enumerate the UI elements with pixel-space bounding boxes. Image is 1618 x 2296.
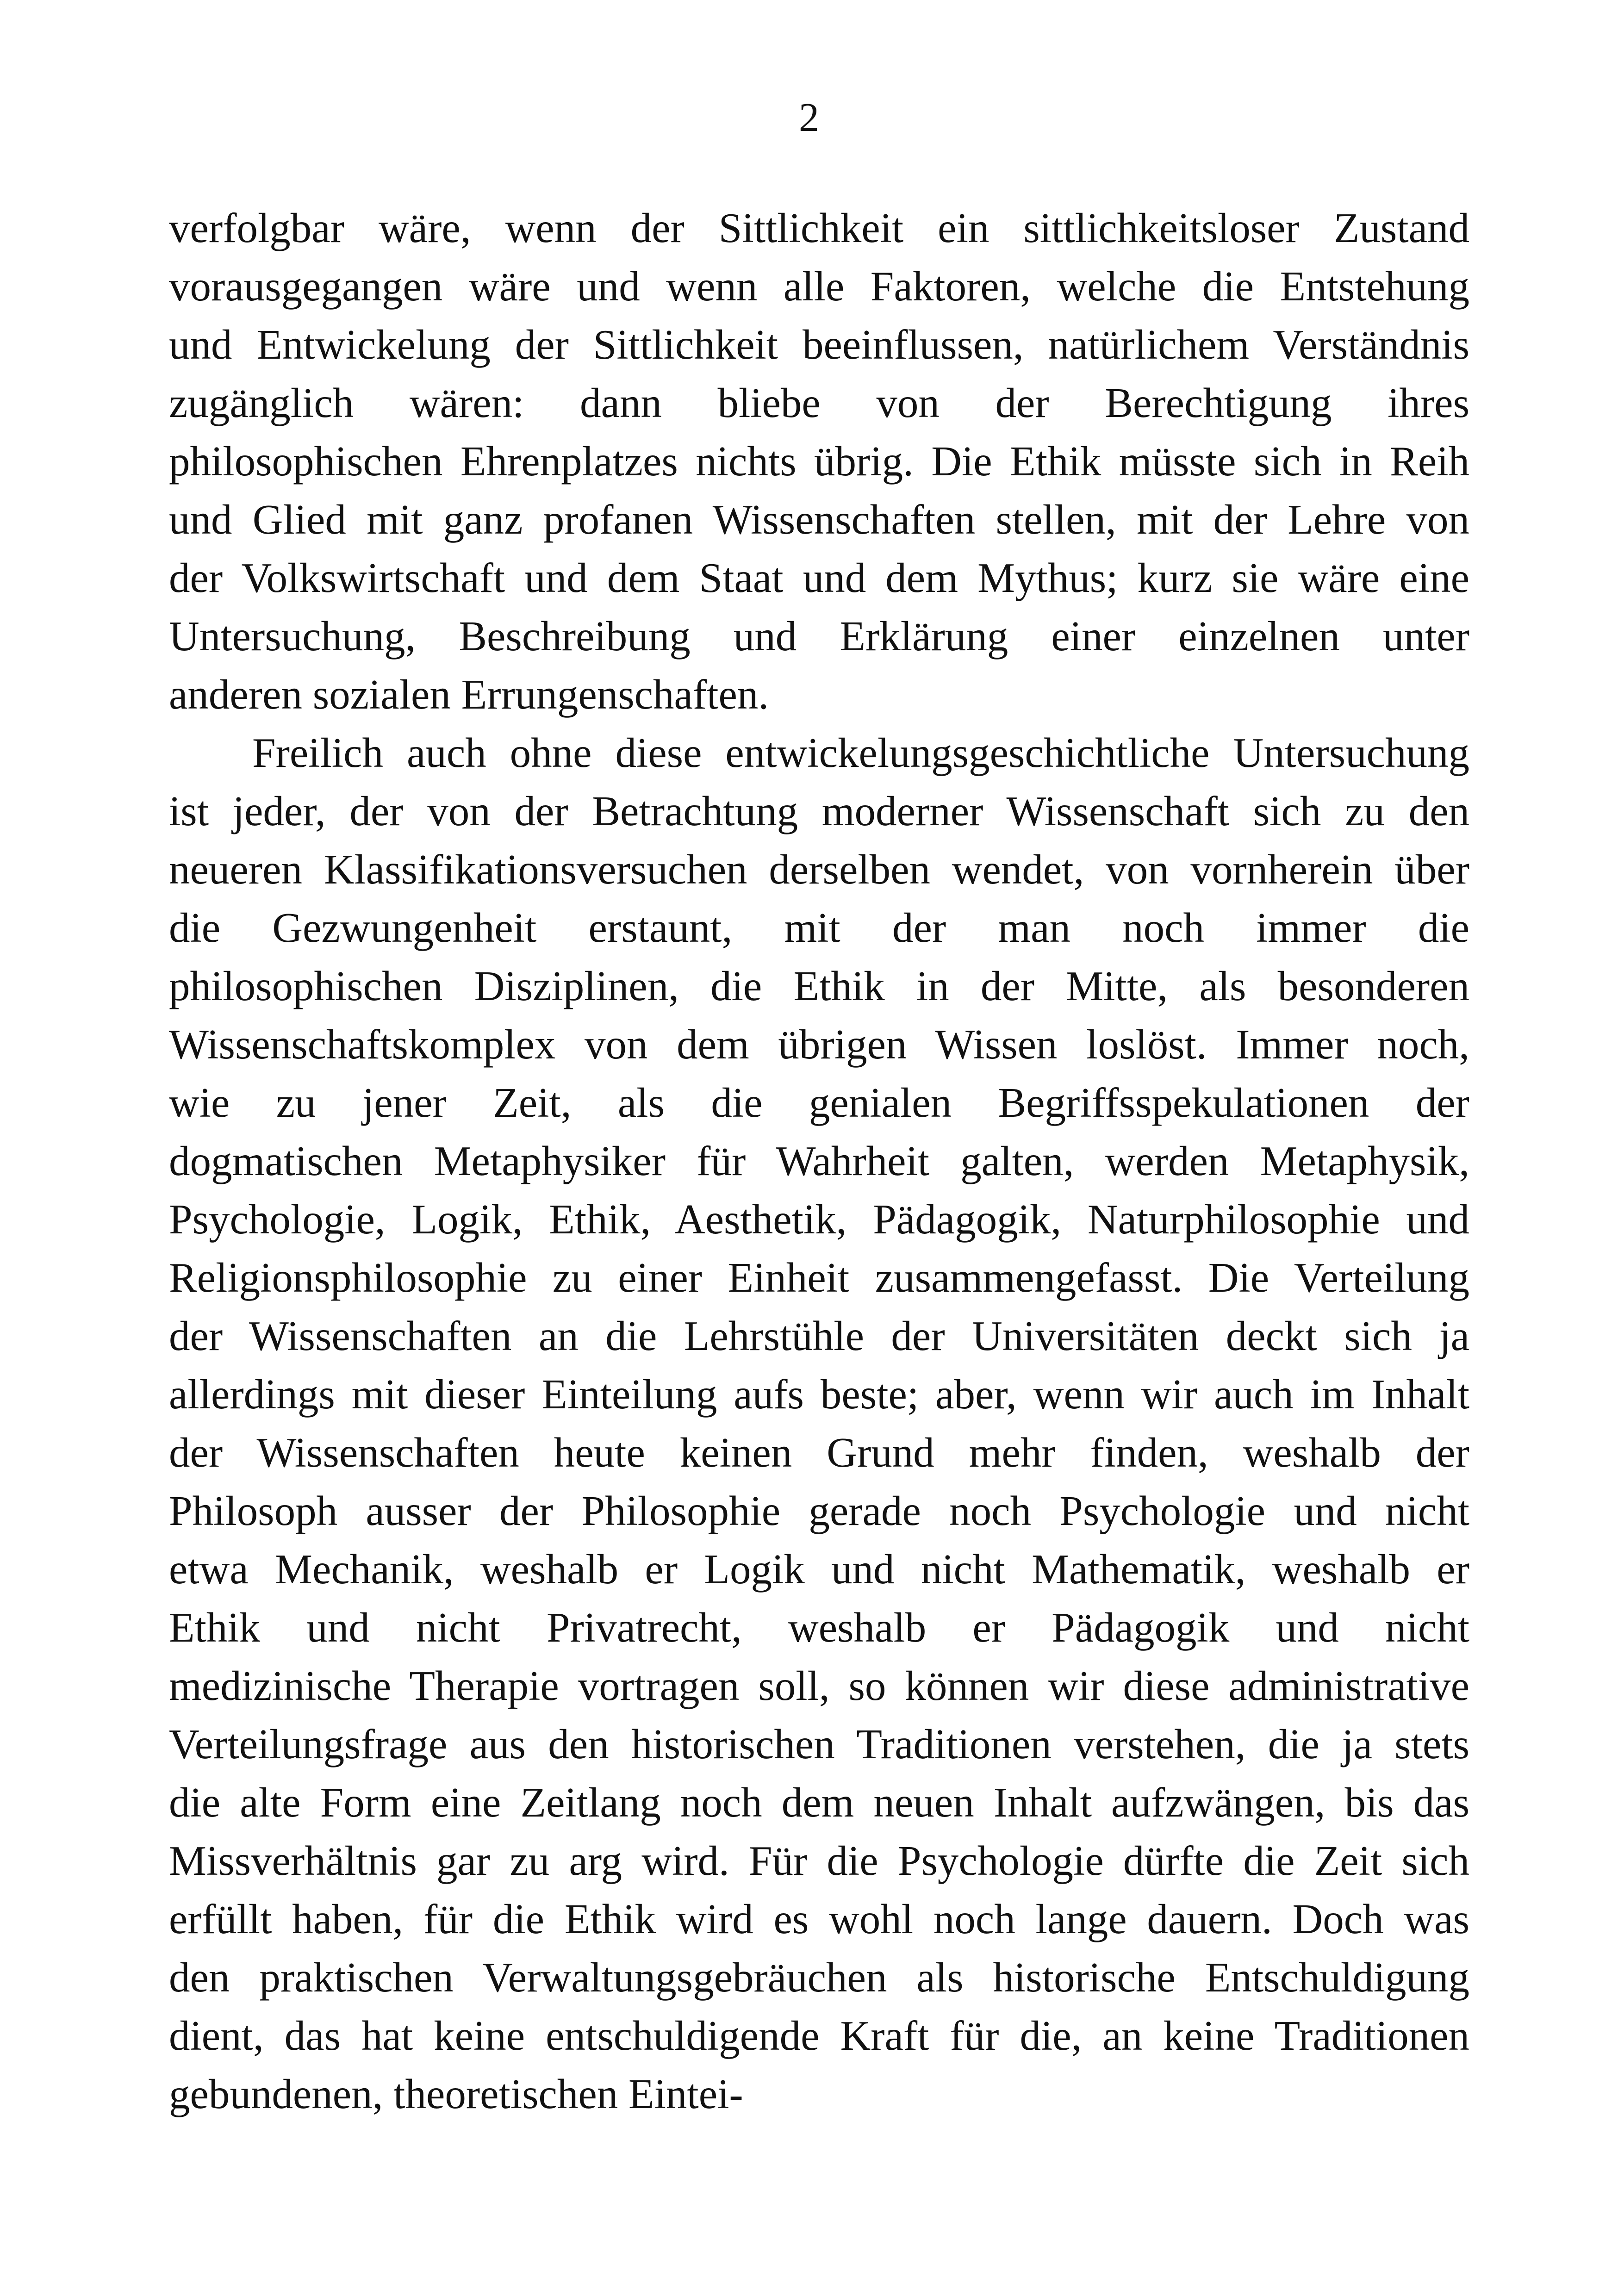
text-line: wie zu jener Zeit, als die genialen Begriffsspekulationen der xyxy=(169,1079,1469,1126)
text-line: Religionsphilosophie zu einer Einheit zusammengefasst. Die Verteilung xyxy=(169,1254,1469,1301)
text-line: der Volkswirtschaft und dem Staat und dem Mythus; kurz sie wäre eine xyxy=(169,554,1469,601)
text-line: Psychologie, Logik, Ethik, Aesthetik, Pädagogik, Naturphilosophie und xyxy=(169,1196,1469,1243)
text-line: medizinische Therapie vortragen soll, so können wir diese administrative xyxy=(169,1662,1469,1709)
text-line: Freilich auch ohne diese entwickelungsgeschichtliche Untersuchung xyxy=(252,729,1469,776)
text-line: die alte Form eine Zeitlang noch dem neuen Inhalt aufzwängen, bis das xyxy=(169,1779,1469,1826)
text-line: Untersuchung, Beschreibung und Erklärung einer einzelnen unter xyxy=(169,613,1469,660)
text-line: philosophischen Disziplinen, die Ethik in der Mitte, als besonderen xyxy=(169,963,1469,1009)
text-line: etwa Mechanik, weshalb er Logik und nicht Mathematik, weshalb er xyxy=(169,1546,1469,1593)
text-line: Philosoph ausser der Philosophie gerade noch Psychologie und nicht xyxy=(169,1487,1469,1534)
text-line: und Entwickelung der Sittlichkeit beeinflussen, natürlichem Verständnis xyxy=(169,321,1469,368)
text-line: gebundenen, theoretischen Eintei- xyxy=(169,2071,743,2117)
text-line: zugänglich wären: dann bliebe von der Berechtigung ihres xyxy=(169,380,1469,426)
text-line: verfolgbar wäre, wenn der Sittlichkeit ein sittlichkeitsloser Zustand xyxy=(169,205,1469,251)
text-line: Verteilungsfrage aus den historischen Traditionen verstehen, die ja stets xyxy=(169,1721,1469,1767)
text-line: der Wissenschaften an die Lehrstühle der Universitäten deckt sich ja xyxy=(169,1313,1469,1359)
text-line: vorausgegangen wäre und wenn alle Faktoren, welche die Entstehung xyxy=(169,263,1469,310)
text-line: der Wissenschaften heute keinen Grund mehr finden, weshalb der xyxy=(169,1429,1469,1476)
text-line: ist jeder, der von der Betrachtung moderner Wissenschaft sich zu den xyxy=(169,788,1469,834)
text-line: dient, das hat keine entschuldigende Kraft für die, an keine Traditionen xyxy=(169,2012,1469,2059)
text-line: den praktischen Verwaltungsgebräuchen als historische Entschuldigung xyxy=(169,1954,1469,2001)
text-line: und Glied mit ganz profanen Wissenschaften stellen, mit der Lehre von xyxy=(169,496,1469,543)
text-line: Missverhältnis gar zu arg wird. Für die Psychologie dürfte die Zeit sich xyxy=(169,1837,1469,1884)
paragraph-1 xyxy=(169,199,1469,724)
text-line: erfüllt haben, für die Ethik wird es wohl noch lange dauern. Doch was xyxy=(169,1896,1469,1942)
text-line: philosophischen Ehrenplatzes nichts übrig. Die Ethik müsste sich in Reih xyxy=(169,438,1469,485)
paragraph-2 xyxy=(169,724,1469,2123)
text-line: allerdings mit dieser Einteilung aufs beste; aber, wenn wir auch im Inhalt xyxy=(169,1371,1469,1418)
body-text xyxy=(169,199,1469,2123)
text-line: Wissenschaftskomplex von dem übrigen Wissen loslöst. Immer noch, xyxy=(169,1021,1469,1068)
text-line: anderen sozialen Errungenschaften. xyxy=(169,671,769,718)
text-line: Ethik und nicht Privatrecht, weshalb er Pädagogik und nicht xyxy=(169,1604,1469,1651)
text-line: neueren Klassifikationsversuchen derselben wendet, von vornherein über xyxy=(169,846,1469,893)
text-line: die Gezwungenheit erstaunt, mit der man noch immer die xyxy=(169,904,1469,951)
text-line: dogmatischen Metaphysiker für Wahrheit galten, werden Metaphysik, xyxy=(169,1138,1469,1184)
page-number: 2 xyxy=(799,95,819,140)
